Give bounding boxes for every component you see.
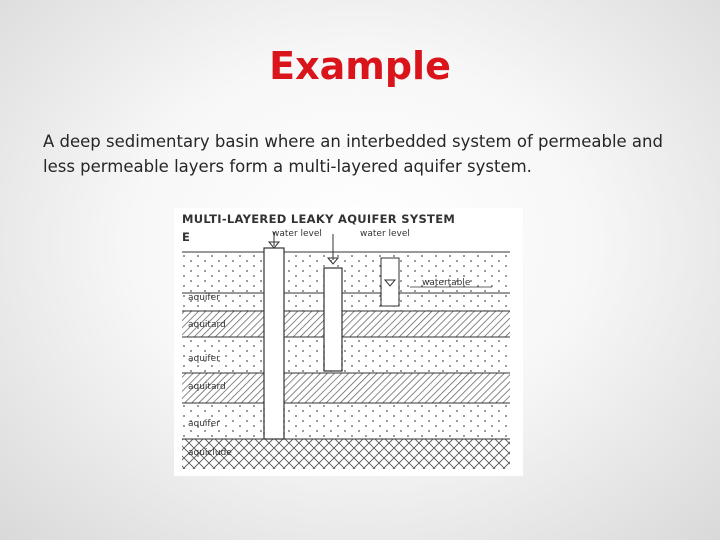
corner-mark: E <box>182 230 191 244</box>
aquifer-diagram <box>174 208 523 476</box>
watertable-label: watertable <box>422 278 471 288</box>
aquifer-diagram-svg <box>174 208 523 476</box>
aquifer-layer-1 <box>182 293 510 311</box>
layer-label-aquifer-1: aquifer <box>188 293 220 303</box>
diagram-title: MULTI-LAYERED LEAKY AQUIFER SYSTEM <box>182 212 456 226</box>
deep-well <box>264 232 284 439</box>
water-level-label-2: water level <box>360 229 410 239</box>
aquifer-layer-2 <box>182 337 510 373</box>
aquitard-layer-1 <box>182 311 510 337</box>
slide-body-text: A deep sedimentary basin where an interbedded system of permeable and less permeable layers form a multi-layered aquifer system. <box>43 132 663 176</box>
layer-label-aquifer-2: aquifer <box>188 354 220 364</box>
slide-title: Example <box>269 44 451 88</box>
layer-label-aquiclude: aquiclude <box>188 448 232 458</box>
aquifer-layer-3 <box>182 403 510 439</box>
shallow-well <box>381 258 399 306</box>
layer-label-aquifer-3: aquifer <box>188 419 220 429</box>
aquitard-layer-2 <box>182 373 510 403</box>
water-level-label-1: water level <box>272 229 322 239</box>
layer-label-aquitard-1: aquitard <box>188 320 226 330</box>
layer-label-aquitard-2: aquitard <box>188 382 226 392</box>
